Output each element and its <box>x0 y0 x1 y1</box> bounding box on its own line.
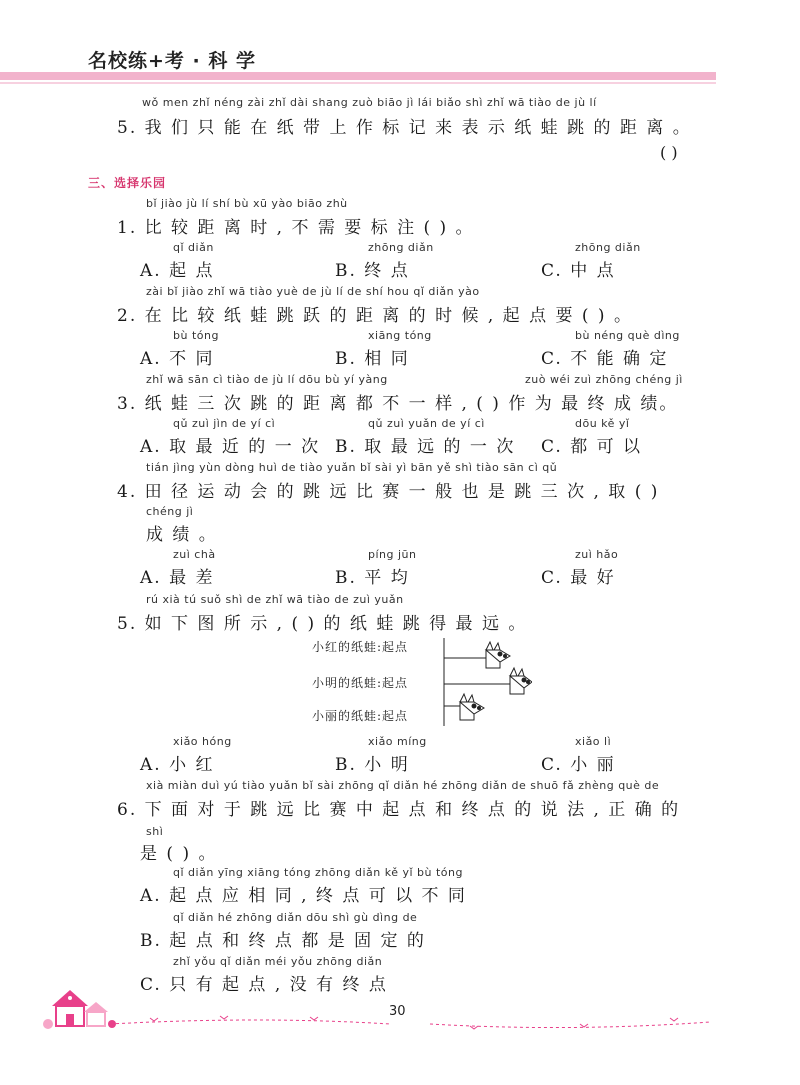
q2-stem: 2. 在 比 较 纸 蛙 跳 跃 的 距 离 的 时 候 , 起 点 要 ( ) 。 <box>117 306 633 326</box>
page-header-title: 名校练+考 · 科 学 <box>88 50 256 72</box>
q4-option-c-pinyin: zuì hǎo <box>575 548 619 561</box>
q2-option-c-pinyin: bù néng què dìng <box>575 329 680 342</box>
q6-cont: 是 ( ) 。 <box>140 844 218 864</box>
house-decoration-icon <box>40 982 120 1032</box>
q5-option-c-pinyin: xiǎo lì <box>575 735 612 748</box>
q6-option-a[interactable]: A. 起 点 应 相 同 , 终 点 可 以 不 同 <box>140 886 467 906</box>
q5-stem-pinyin: rú xià tú suǒ shì de zhǐ wā tiào de zuì yuǎn <box>146 593 404 606</box>
xiaoming-frog-icon <box>510 668 532 694</box>
q3-option-c[interactable]: C. 都 可 以 <box>541 437 643 457</box>
q1-option-c[interactable]: C. 中 点 <box>541 261 616 281</box>
q1-stem: 1. 比 较 距 离 时 , 不 需 要 标 注 ( ) 。 <box>117 218 475 238</box>
q5-option-a[interactable]: A. 小 红 <box>140 755 215 775</box>
q6-option-c-pinyin: zhǐ yǒu qǐ diǎn méi yǒu zhōng diǎn <box>173 955 383 968</box>
q5-option-a-pinyin: xiǎo hóng <box>173 735 232 748</box>
q6-option-a-pinyin: qǐ diǎn yīng xiāng tóng zhōng diǎn kě yǐ bù tóng <box>173 866 463 879</box>
header-band-thin <box>0 82 716 84</box>
q6-stem: 6. 下 面 对 于 跳 远 比 赛 中 起 点 和 终 点 的 说 法 , 正 确 的 <box>117 800 681 820</box>
section-title-choice: 三、选择乐园 <box>88 176 167 190</box>
xiaohong-frog-icon <box>486 642 510 668</box>
q3-option-a[interactable]: A. 取 最 近 的 一 次 <box>140 437 321 457</box>
q1-option-b[interactable]: B. 终 点 <box>335 261 410 281</box>
judge-q5-answer-blank[interactable]: ( ) <box>660 143 678 162</box>
q4-cont-pinyin: chéng jì <box>146 505 194 518</box>
judge-q5-text: 5. 我 们 只 能 在 纸 带 上 作 标 记 来 表 示 纸 蛙 跳 的 距 离 。 <box>117 118 692 138</box>
q2-option-a[interactable]: A. 不 同 <box>140 349 215 369</box>
header-band <box>0 72 716 80</box>
q1-stem-pinyin: bǐ jiào jù lí shí bù xū yào biāo zhù <box>146 197 348 210</box>
q6-option-b[interactable]: B. 起 点 和 终 点 都 是 固 定 的 <box>140 931 426 951</box>
q1-option-a[interactable]: A. 起 点 <box>140 261 215 281</box>
q1-option-c-pinyin: zhōng diǎn <box>575 241 641 254</box>
q3-option-a-pinyin: qǔ zuì jìn de yí cì <box>173 417 276 430</box>
frog-jump-figure <box>312 636 532 728</box>
q4-stem: 4. 田 径 运 动 会 的 跳 远 比 赛 一 般 也 是 跳 三 次 , 取 ( ) <box>117 482 660 502</box>
q3-stem: 3. 纸 蛙 三 次 跳 的 距 离 都 不 一 样 , ( ) 作 为 最 终 成 绩。 <box>117 394 679 414</box>
q5-stem: 5. 如 下 图 所 示 , ( ) 的 纸 蛙 跳 得 最 远 。 <box>117 614 528 634</box>
q2-option-b[interactable]: B. 相 同 <box>335 349 410 369</box>
figure-label-xiaoming: 小明的纸蛙:起点 <box>312 676 409 690</box>
q1-option-b-pinyin: zhōng diǎn <box>368 241 434 254</box>
q4-stem-pinyin: tián jìng yùn dòng huì de tiào yuǎn bǐ sài yì bān yě shì tiào sān cì qǔ <box>146 461 558 474</box>
q3-stem-pinyin: zhǐ wā sān cì tiào de jù lí dōu bù yí yàng <box>146 373 388 386</box>
q3-stem-pinyin-right: zuò wéi zuì zhōng chéng jì <box>525 373 683 386</box>
footer-dashed-line <box>110 1014 710 1034</box>
figure-label-xiaoli: 小丽的纸蛙:起点 <box>312 709 409 723</box>
q3-option-b-pinyin: qǔ zuì yuǎn de yí cì <box>368 417 485 430</box>
q2-option-b-pinyin: xiāng tóng <box>368 329 432 342</box>
q2-option-c[interactable]: C. 不 能 确 定 <box>541 349 669 369</box>
page-number: 30 <box>389 1004 406 1019</box>
q5-option-c[interactable]: C. 小 丽 <box>541 755 616 775</box>
q4-option-c[interactable]: C. 最 好 <box>541 568 616 588</box>
judge-q5-pinyin: wǒ men zhǐ néng zài zhǐ dài shang zuò biāo jì lái biǎo shì zhǐ wā tiào de jù lí <box>142 96 597 109</box>
q4-cont: 成 绩 。 <box>146 525 218 545</box>
q4-option-a[interactable]: A. 最 差 <box>140 568 215 588</box>
q2-stem-pinyin: zài bǐ jiào zhǐ wā tiào yuè de jù lí de shí hou qǐ diǎn yào <box>146 285 480 298</box>
q6-cont-pinyin: shì <box>146 825 164 838</box>
q4-option-a-pinyin: zuì chà <box>173 548 216 561</box>
q5-option-b[interactable]: B. 小 明 <box>335 755 410 775</box>
q2-option-a-pinyin: bù tóng <box>173 329 219 342</box>
q3-option-b[interactable]: B. 取 最 远 的 一 次 <box>335 437 516 457</box>
figure-label-xiaohong: 小红的纸蛙:起点 <box>312 640 409 654</box>
figure-drawing <box>312 636 532 728</box>
q6-stem-pinyin: xià miàn duì yú tiào yuǎn bǐ sài zhōng qǐ diǎn hé zhōng diǎn de shuō fǎ zhèng què de <box>146 779 660 792</box>
q3-option-c-pinyin: dōu kě yǐ <box>575 417 630 430</box>
q6-option-c[interactable]: C. 只 有 起 点 , 没 有 终 点 <box>140 975 388 995</box>
q6-option-b-pinyin: qǐ diǎn hé zhōng diǎn dōu shì gù dìng de <box>173 911 418 924</box>
q5-option-b-pinyin: xiǎo míng <box>368 735 427 748</box>
q4-option-b-pinyin: píng jūn <box>368 548 417 561</box>
q4-option-b[interactable]: B. 平 均 <box>335 568 410 588</box>
xiaoli-frog-icon <box>460 694 484 720</box>
q1-option-a-pinyin: qǐ diǎn <box>173 241 214 254</box>
